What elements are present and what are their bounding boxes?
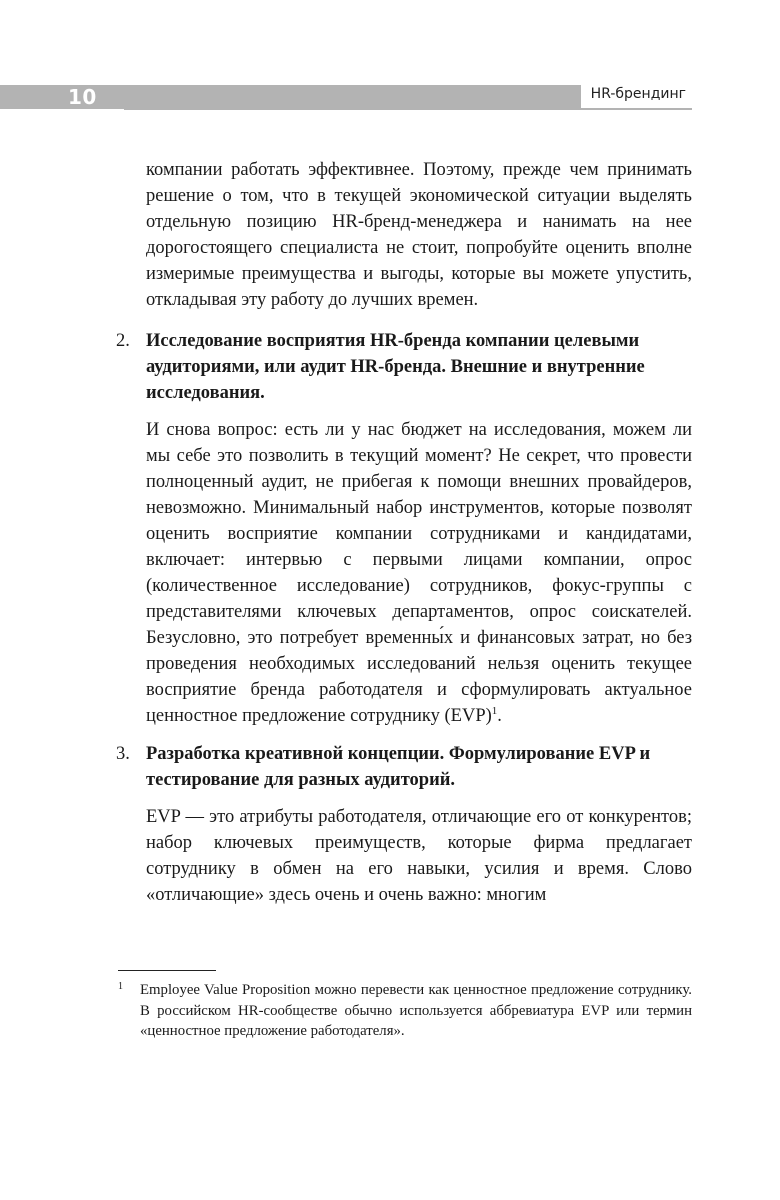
item-heading: Разработка креативной концепции. Формулирование EVP и тестирование для разных аудиторий.: [146, 744, 651, 790]
item-text: И снова вопрос: есть ли у нас бюджет на исследования, можем ли мы себе это позволить в текущий момент? Не секрет, что провести полноценный аудит, не прибегая к помощи внешних провайдеров, невозможно. Минимальный набор инструментов, которые позволят оценить восприятие компании сотрудниками и кандидатами, включает: интервью с первыми лицами компании, опрос (количественное исследование) сотрудников, фокус-группы с представителями ключевых департаментов, опрос соискателей. Безусловно, это потребует временны́х и финансовых затрат, но без проведения необходимых исследований нельзя оценить текущее восприятие бренда работодателя и сформулировать актуальное ценностное предложение сотруднику (EVP)$^1$.: [146, 420, 692, 726]
item-heading: Исследование восприятия HR-бренда компании целевыми аудиториями, или аудит HR-бренда. Внешние и внутренние исследования.: [146, 331, 645, 403]
footnote-text: Employee Value Proposition можно перевести как ценностное предложение сотруднику. В российском HR-сообществе обычно используется аббревиатура EVP или термин «ценностное предложение работодателя».: [140, 982, 692, 1039]
item-number: 3.: [116, 744, 130, 764]
list-item-3: [116, 741, 692, 908]
footnote-reference[interactable]: 1: [491, 704, 498, 717]
page-number: 10: [68, 85, 97, 109]
item-text: EVP — это атрибуты работодателя, отличающие его от конкурентов; набор ключевых преимуществ, которые фирма предлагает сотруднику в обмен на его навыки, усилия и время. Слово «отличающие» здесь очень и очень важно: многим: [146, 807, 692, 905]
footnote-mark: 1: [118, 981, 123, 992]
item-number: 2.: [116, 331, 130, 351]
header-rule: [124, 108, 692, 110]
footnote: [118, 980, 692, 1042]
running-title: HR-брендинг: [581, 80, 692, 108]
list-item-2: [116, 328, 692, 729]
footnote-divider: [118, 970, 216, 971]
page-body: [116, 157, 692, 920]
intro-paragraph: компании работать эффективнее. Поэтому, прежде чем принимать решение о том, что в текущей экономической ситуации выделять отдельную позицию HR-бренд-менеджера и нанимать на нее дорогостоящего специалиста не стоит, попробуйте оценить вполне измеримые преимущества и выгоды, которые вы можете упустить, откладывая эту работу до лучших времен.: [146, 160, 692, 310]
